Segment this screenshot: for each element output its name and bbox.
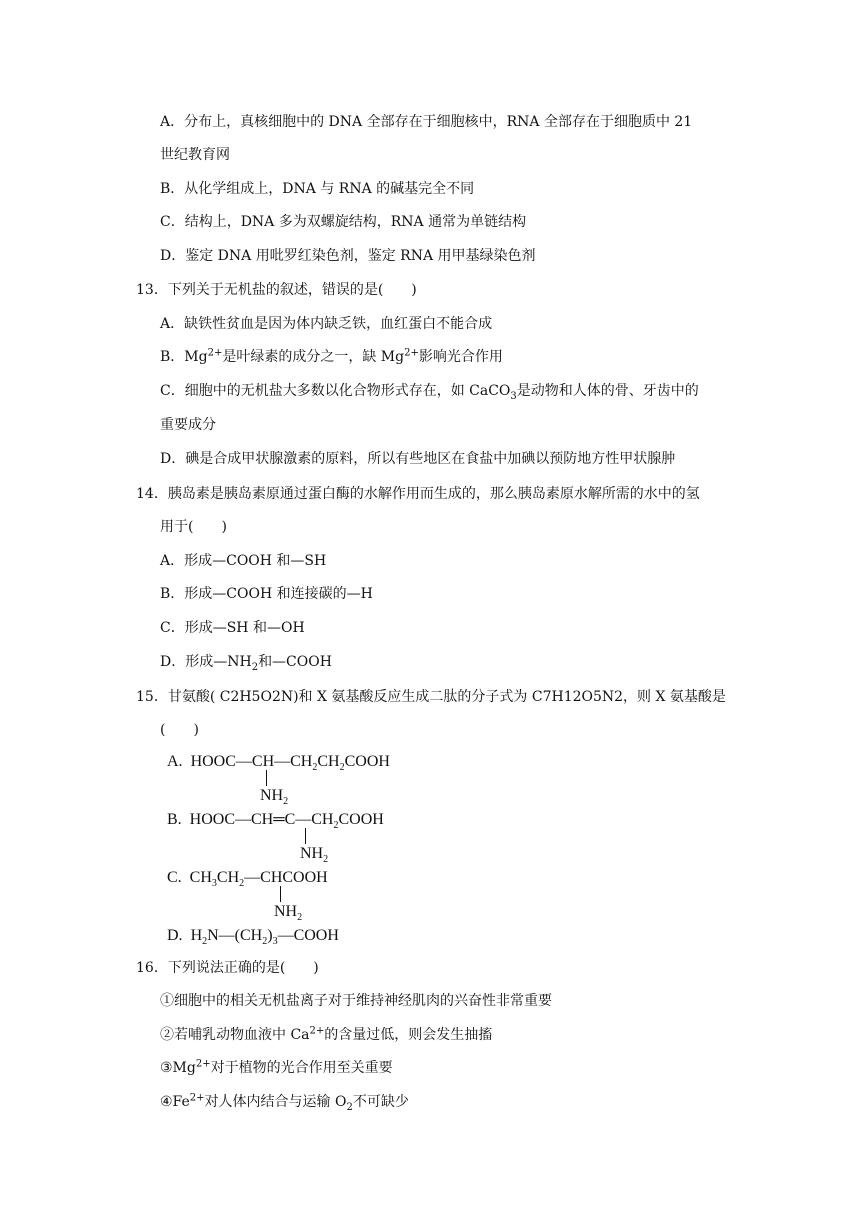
- q12-option-b: B．从化学组成上，DNA 与 RNA 的碱基完全不同: [160, 181, 475, 197]
- q15-option-a-amino: $NH_2$: [260, 787, 289, 808]
- q12-option-c: C．结构上，DNA 多为双螺旋结构，RNA 通常为单链结构: [160, 214, 527, 230]
- q16-stem: 16．下列说法正确的是( ): [136, 960, 319, 976]
- q16-item-3: $③Mg^{2+}$对于植物的光合作用至关重要: [160, 1058, 393, 1076]
- q13-option-c-line2: 重要成分: [160, 417, 216, 433]
- q15-option-a-bond: [266, 770, 267, 786]
- q13-option-c-line1: C．细胞中的无机盐大多数以化合物形式存在，如 CaCO$_3$是动物和人体的骨、牙齿中的: [160, 383, 699, 402]
- q16-item-4: $④Fe^{2+}$对人体内结合与运输 $O_2$不可缺少: [160, 1092, 409, 1113]
- q15-option-b-bond: [305, 828, 306, 844]
- q15-option-c-formula: C. $CH_3CH_2—CHCOOH$: [167, 869, 328, 890]
- q16-item-2: ②若哺乳动物血液中 $Ca^{2+}$的含量过低，则会发生抽搐: [160, 1025, 493, 1043]
- q13-option-a: A．缺铁性贫血是因为体内缺乏铁，血红蛋白不能合成: [160, 316, 493, 332]
- q12-option-a-line1: A．分布上，真核细胞中的 DNA 全部存在于细胞核中，RNA 全部存在于细胞质中 21: [160, 114, 693, 130]
- q14-stem-line1: 14．胰岛素是胰岛素原通过蛋白酶的水解作用而生成的，那么胰岛素原水解所需的水中的氢: [136, 486, 700, 502]
- q12-option-a-line2: 世纪教育网: [160, 147, 230, 163]
- q15-option-b-formula: B. $HOOC—CH═C—CH_2COOH$: [167, 811, 384, 832]
- q14-stem-line2: 用于( ): [160, 519, 227, 535]
- q14-option-d: D．形成$—NH_2$和—COOH: [160, 654, 332, 673]
- q12-option-d: D．鉴定 DNA 用吡罗红染色剂，鉴定 RNA 用甲基绿染色剂: [160, 248, 536, 264]
- q15-option-d-formula: D. $H_2N—(CH_2)_3—COOH$: [167, 927, 339, 948]
- q14-option-c: C．形成—SH 和—OH: [160, 620, 305, 636]
- q15-stem-line1: 15．甘氨酸( C2H5O2N)和 X 氨基酸反应生成二肽的分子式为 C7H12O5N2，则 X 氨基酸是: [136, 689, 726, 705]
- q15-option-b-amino: $NH_2$: [300, 845, 329, 866]
- q14-option-b: B．形成—COOH 和连接碳的—H: [160, 586, 373, 602]
- q13-option-d: D．碘是合成甲状腺激素的原料，所以有些地区在食盐中加碘以预防地方性甲状腺肿: [160, 451, 676, 467]
- q13-option-b: B．$Mg^{2+}$是叶绿素的成分之一，缺 $Mg^{2+}$影响光合作用: [160, 347, 503, 365]
- q15-stem-line2: ( ): [160, 722, 199, 738]
- q15-option-a-formula: A. $HOOC—CH—CH_2CH_2COOH$: [167, 753, 390, 774]
- q14-option-a: A．形成—COOH 和—SH: [160, 553, 327, 569]
- q16-item-1: ①细胞中的相关无机盐离子对于维持神经肌肉的兴奋性非常重要: [160, 993, 552, 1009]
- q15-option-c-amino: $NH_2$: [274, 903, 303, 924]
- q15-option-c-bond: [280, 886, 281, 902]
- q13-stem: 13．下列关于无机盐的叙述，错误的是( ): [136, 282, 417, 298]
